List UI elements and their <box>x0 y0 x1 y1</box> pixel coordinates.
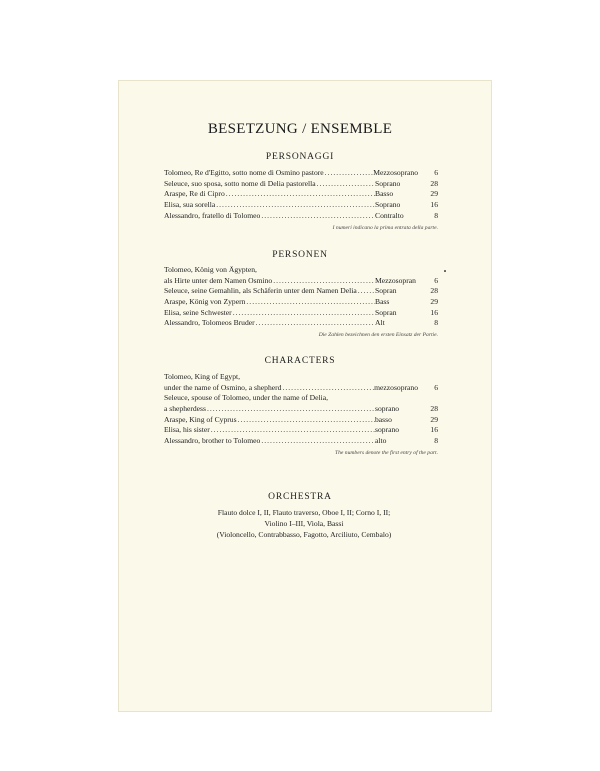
cast-row <box>164 286 438 297</box>
entry-number: 8 <box>434 318 438 328</box>
section-heading-characters: CHARACTERS <box>264 356 336 366</box>
orchestra-line: (Violoncello, Contrabbasso, Fagotto, Arciliuto, Cembalo) <box>216 530 392 539</box>
voice-type: Basso <box>375 189 394 199</box>
section-heading-personen: PERSONEN <box>272 250 328 260</box>
role-name: Alessandro, Tolomeos Bruder <box>164 318 255 328</box>
voice-type: mezzosoprano <box>374 382 418 392</box>
voice-type: Bass <box>375 297 390 307</box>
role-name: Elisa, sua sorella <box>164 200 216 210</box>
leader-dots <box>260 436 375 447</box>
entry-number: 6 <box>434 275 438 285</box>
leader-dots <box>324 168 374 179</box>
voice-type: Soprano <box>375 200 401 210</box>
entry-number: 8 <box>434 210 438 220</box>
role-intro-line: Seleuce, spouse of Tolomeo, under the name of Delia, <box>164 393 329 403</box>
role-intro-line: Tolomeo, König von Ägypten, <box>164 265 257 274</box>
voice-type: Alt <box>375 318 385 328</box>
entry-number: 8 <box>434 436 438 446</box>
cast-row <box>164 179 438 190</box>
footnote: The numbers denote the first entry of the part. <box>334 450 438 456</box>
cast-row <box>164 211 438 222</box>
leader-dots <box>237 415 375 426</box>
leader-dots <box>210 425 375 436</box>
role-name: Araspe, King of Cyprus <box>164 414 237 424</box>
leader-dots <box>357 286 375 297</box>
leader-dots <box>260 211 375 222</box>
voice-type: Soprano <box>375 178 401 188</box>
leader-dots <box>255 318 375 329</box>
section-heading-personaggi: PERSONAGGI <box>265 152 335 162</box>
voice-type: Mezzosoprano <box>373 168 418 177</box>
leader-dots <box>272 276 375 287</box>
voice-type: basso <box>375 414 392 424</box>
entry-number: 6 <box>434 168 438 177</box>
cast-row <box>164 308 438 319</box>
role-name: als Hirte unter dem Namen Osmino <box>164 275 273 285</box>
voice-type: Sopran <box>375 286 397 296</box>
cast-row <box>164 189 438 200</box>
voice-type: Sopran <box>375 307 397 317</box>
role-name: Tolomeo, Re d'Egitto, sotto nome di Osmino pastore <box>164 168 324 177</box>
orchestra-line: Flauto dolce I, II, Flauto traverso, Oboe I, II; Corno I, II; <box>217 508 391 517</box>
footnote: Die Zahlen bezeichnen den ersten Einsatz der Partie. <box>318 332 438 338</box>
entry-number: 6 <box>434 382 438 392</box>
role-name: under the name of Osmino, a shepherd <box>164 382 282 392</box>
leader-dots <box>215 200 375 211</box>
page-title: BESETZUNG / ENSEMBLE <box>207 121 393 137</box>
voice-type: Contralto <box>375 210 404 220</box>
cast-list-italian <box>164 168 438 231</box>
entry-number: 29 <box>430 414 438 424</box>
role-intro-line: Tolomeo, King of Egypt, <box>164 372 241 381</box>
cast-list-german <box>164 265 438 338</box>
entry-number: 28 <box>430 404 438 414</box>
cast-row <box>164 297 438 308</box>
role-name: Araspe, König von Zypern <box>164 297 246 307</box>
voice-type: soprano <box>375 425 400 435</box>
leader-dots <box>245 297 375 308</box>
voice-type: alto <box>375 436 387 446</box>
entry-number: 29 <box>430 189 438 199</box>
cast-row <box>164 436 438 447</box>
role-name: Elisa, seine Schwester <box>164 307 232 317</box>
role-name: Alessandro, fratello di Tolomeo <box>164 210 261 220</box>
cast-row <box>164 415 438 426</box>
leader-dots <box>281 383 374 394</box>
cast-row <box>164 404 438 415</box>
section-heading-orchestra: ORCHESTRA <box>268 492 332 502</box>
entry-number: 16 <box>430 425 438 435</box>
cast-row <box>164 318 438 329</box>
role-name: Alessandro, brother to Tolomeo <box>164 436 261 446</box>
role-name: a shepherdess <box>164 404 206 414</box>
orchestra-line: Violino I–III, Viola, Bassi <box>264 519 344 528</box>
role-name: Seleuce, suo sposa, sotto nome di Delia pastorella <box>164 178 316 188</box>
entry-number: 28 <box>430 286 438 296</box>
entry-number: 16 <box>430 307 438 317</box>
paper-speck <box>444 270 446 272</box>
cast-row <box>164 425 438 436</box>
leader-dots <box>225 189 375 200</box>
entry-number: 16 <box>430 200 438 210</box>
leader-dots <box>232 308 375 319</box>
leader-dots <box>316 179 375 190</box>
entry-number: 29 <box>430 297 438 307</box>
role-name: Araspe, Re di Cipro <box>164 189 225 199</box>
role-name: Seleuce, seine Gemahlin, als Schäferin unter dem Namen Delia <box>164 286 357 296</box>
cast-row <box>164 168 438 179</box>
footnote: I numeri indicano la prima entrata della parte. <box>332 225 438 231</box>
role-name: Elisa, his sister <box>164 425 210 435</box>
cast-list-english <box>164 372 438 456</box>
entry-number: 28 <box>430 178 438 188</box>
cast-row <box>164 383 438 394</box>
voice-type: Mezzosopran <box>375 275 416 285</box>
cast-row <box>164 200 438 211</box>
cast-row <box>164 276 438 287</box>
leader-dots <box>206 404 375 415</box>
voice-type: soprano <box>375 404 400 414</box>
